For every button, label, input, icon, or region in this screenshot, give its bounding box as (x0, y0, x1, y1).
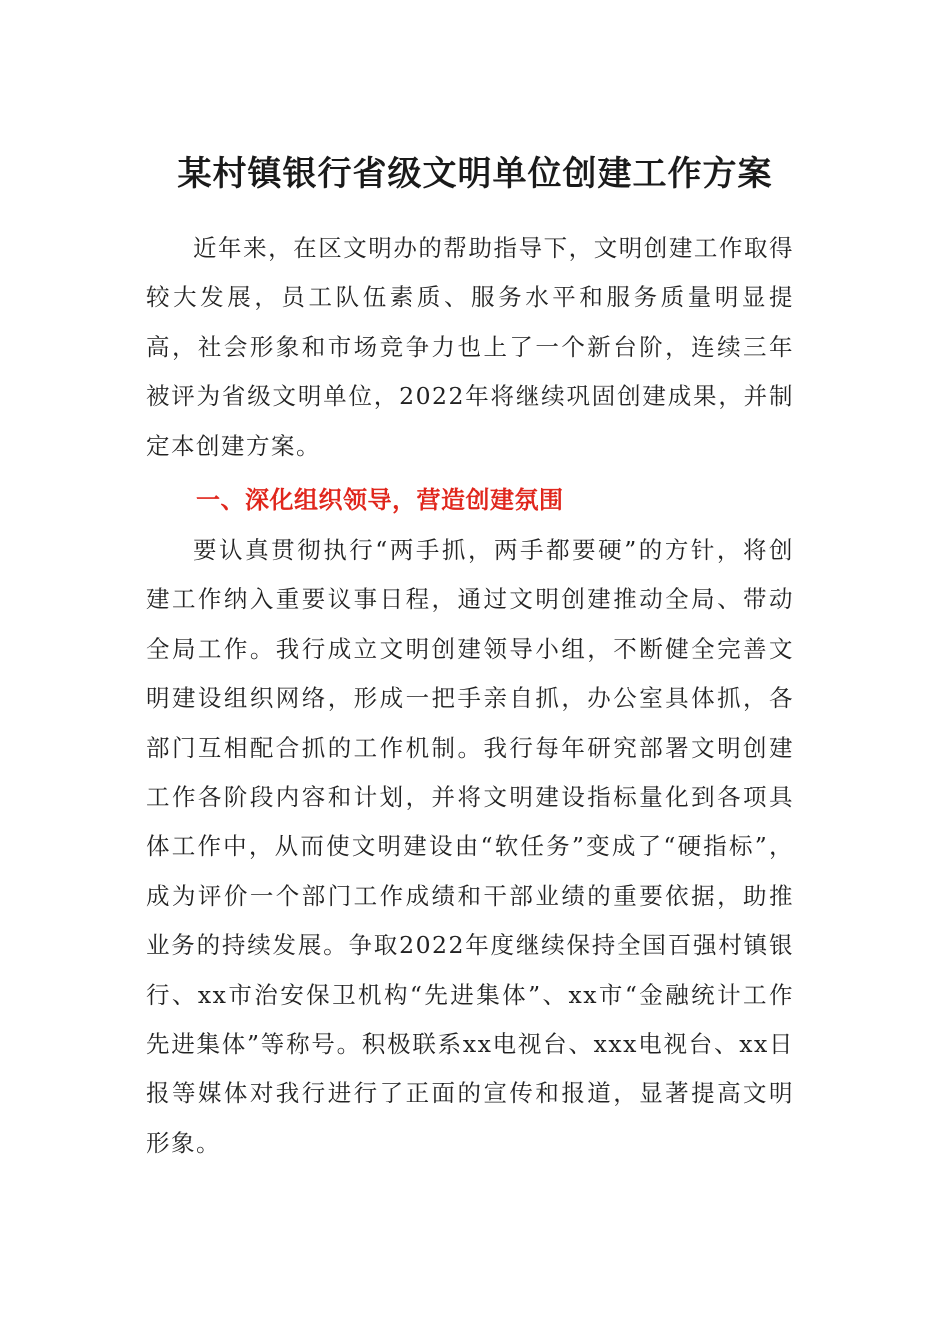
intro-paragraph: 近年来，在区文明办的帮助指导下，文明创建工作取得较大发展，员工队伍素质、服务水平和服务质量明显提高，社会形象和市场竞争力也上了一个新台阶，连续三年被评为省级文明单位，2022年将继续巩固创建成果，并制定本创建方案。 (146, 234, 794, 460)
section-heading-1: 一、深化组织领导，营造创建氛围 (196, 486, 564, 514)
section-1-paragraph: 要认真贯彻执行“两手抓，两手都要硬”的方针，将创建工作纳入重要议事日程，通过文明创建推动全局、带动全局工作。我行成立文明创建领导小组，不断健全完善文明建设组织网络，形成一把手亲自抓，办公室具体抓，各部门互相配合抓的工作机制。我行每年研究部署文明创建工作各阶段内容和计划，并将文明建设指标量化到各项具体工作中，从而使文明建设由“软任务”变成了“硬指标”，成为评价一个部门工作成绩和干部业绩的重要依据，助推业务的持续发展。争取2022年度继续保持全国百强村镇银行、xx市治安保卫机构“先进集体”、xx市“金融统计工作先进集体”等称号。积极联系xx电视台、xxx电视台、xx日报等媒体对我行进行了正面的宣传和报道，显著提高文明形象。 (146, 536, 794, 1157)
document-title: 某村镇银行省级文明单位创建工作方案 (177, 154, 773, 194)
